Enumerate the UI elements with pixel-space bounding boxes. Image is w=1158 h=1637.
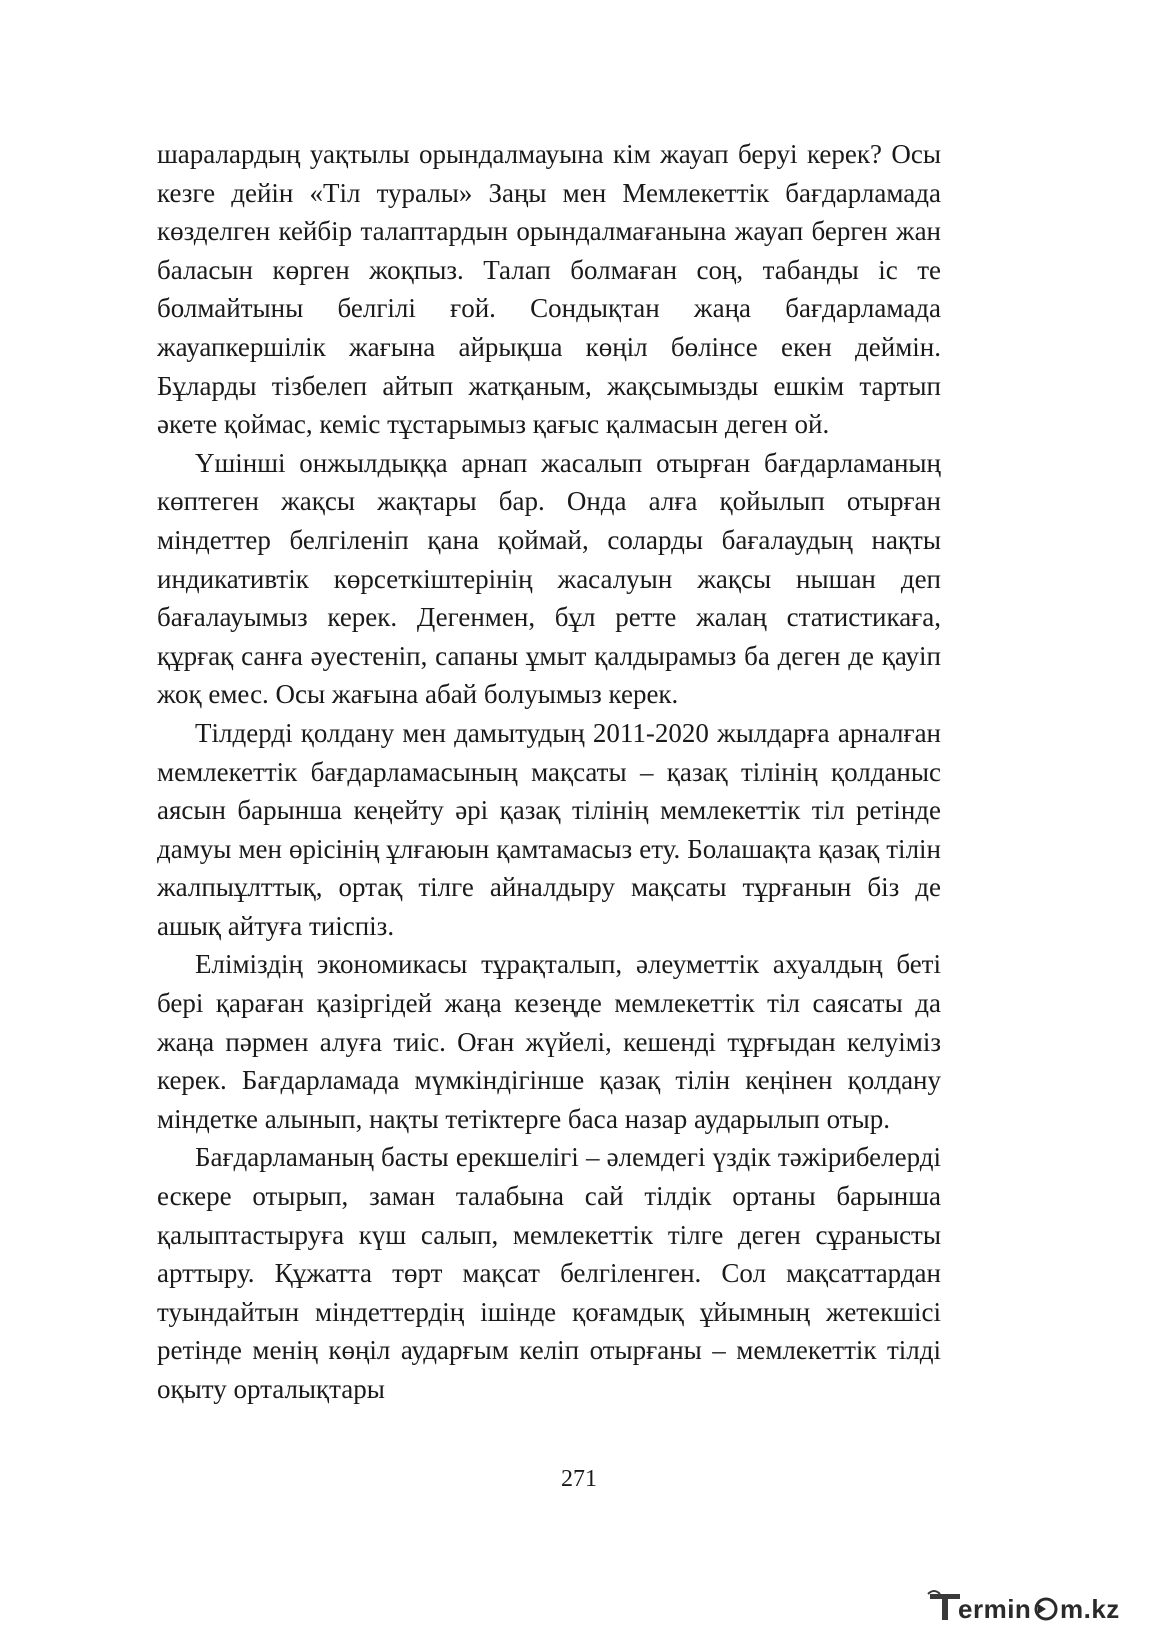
termincom-watermark xyxy=(926,1586,1136,1626)
paragraph-4: Еліміздің экономикасы тұрақталып, әлеуметтік ахуалдың беті бері қараған қазіргідей жаңа кезеңде мемлекеттік тіл саясаты да жаңа пәрмен алуға тиіс. Оған жүйелі, кешенді тұрғыдан келуіміз керек. Бағдарламада мүмкіндігінше қазақ тілін кеңінен қолдану міндетке алынып, нақты тетіктерге баса назар аударылып отыр. xyxy=(157,949,941,1134)
svg-text:ermin: ermin xyxy=(958,1594,1032,1624)
termincom-logo-icon xyxy=(926,1586,1136,1626)
body-text xyxy=(157,135,941,1409)
page-number: 271 xyxy=(561,1466,597,1492)
paragraph-1: шаралардың уақтылы орындалмауына кім жауап беруі керек? Осы кезге дейін «Тіл туралы» Заңы мен Мемлекеттік бағдарламада көзделген кейбір талаптардын орындалмағанына жауап берген жан баласын көрген жоқпыз. Талап болмаған соң, табанды іс те болмайтыны белгілі ғой. Сондықтан жаңа бағдарламада жауапкершілік жағына айрықша көңіл бөлінсе екен деймін. Бұларды тізбелеп айтып жатқаным, жақсымызды ешкім тартып әкете қоймас, кеміс тұстарымыз қағыс қалмасын деген ой. xyxy=(157,139,941,440)
paragraph-2: Үшінші онжылдыққа арнап жасалып отырған бағдарламаның көптеген жақсы жақтары бар. Онда алға қойылып отырған міндеттер белгіленіп қана қоймай, соларды бағалаудың нақты индикативтік көрсеткіштерінің жасалуын жақсы нышан деп бағалауымыз керек. Дегенмен, бұл ретте жалаң статистикаға, құрғақ санға әуестеніп, сапаны ұмыт қалдырамыз ба деген де қауіп жоқ емес. Осы жағына абай болуымыз керек. xyxy=(157,447,941,710)
svg-text:m.kz: m.kz xyxy=(1060,1594,1120,1624)
paragraph-3: Тілдерді қолдану мен дамытудың 2011-2020 жылдарға арналған мемлекеттік бағдарламасының мақсаты – қазақ тілінің қолданыс аясын барынша кеңейту әрі қазақ тілінің мемлекеттік тіл ретінде дамуы мен өрісінің ұлғаюын қамтамасыз ету. Болашақта қазақ тілін жалпыұлттық, ортақ тілге айналдыру мақсаты тұрғанын біз де ашық айтуға тиіспіз. xyxy=(157,717,941,941)
paragraph-5: Бағдарламаның басты ерекшелігі – әлемдегі үздік тәжірибелерді ескере отырып, заман талабына сай тілдік ортаны барынша қалыптастыруға күш салып, мемлекеттік тілге деген сұранысты арттыру. Құжатта төрт мақсат белгіленген. Сол мақсаттардан туындайтын міндеттердің ішінде қоғамдық ұйымның жетекшісі ретінде менің көңіл аударғым келіп отырғаны – мемлекеттік тілді оқыту орталықтары xyxy=(157,1142,941,1404)
